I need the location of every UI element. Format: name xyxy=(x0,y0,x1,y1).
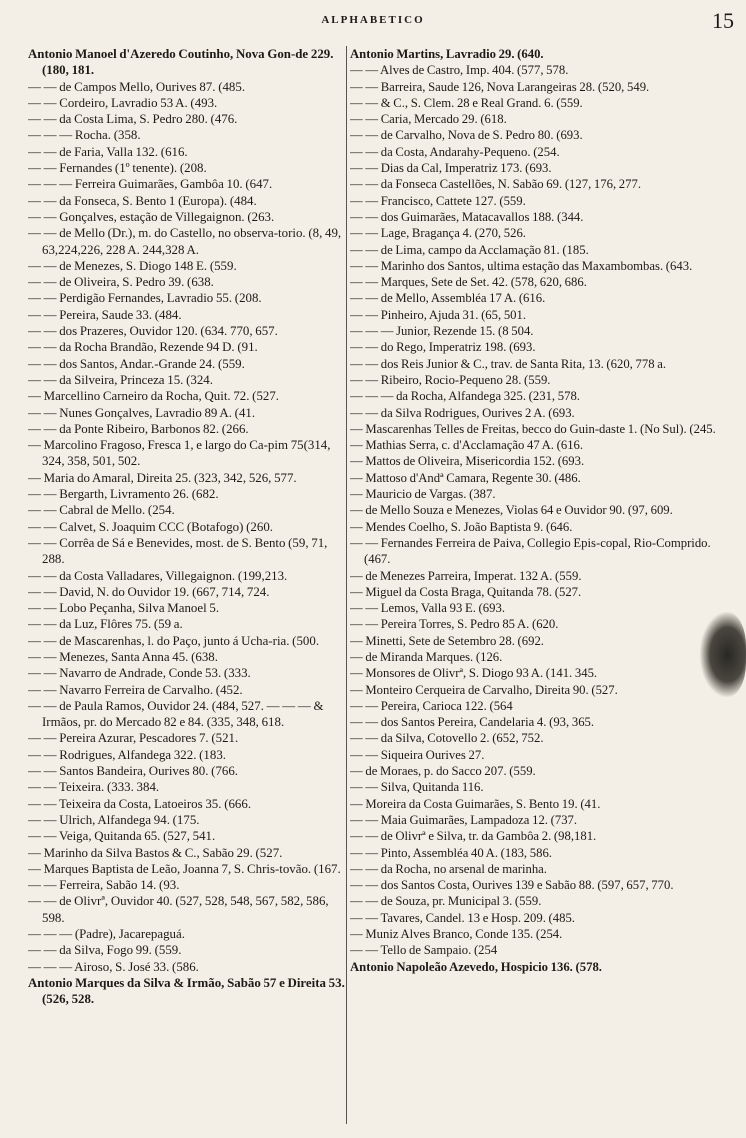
directory-entry: — Maria do Amaral, Direita 25. (323, 342, 526, 577. xyxy=(28,470,297,485)
directory-entry: — — Pereira, Saude 33. (484. xyxy=(28,307,182,322)
directory-entry: — — — Ferreira Guimarães, Gambôa 10. (647. xyxy=(28,177,273,192)
directory-entry: — — da Silva Rodrigues, Ourives 2 A. (693. xyxy=(350,405,575,420)
directory-entry: — — Fernandes Ferreira de Paiva, Collegio Epis-copal, Rio-Comprido. (467. xyxy=(350,535,711,567)
directory-entry: — — de Olivrª e Silva, tr. da Gambôa 2. (98,181. xyxy=(350,829,597,844)
two-column-listing xyxy=(28,46,734,1124)
directory-entry: — Mascarenhas Telles de Freitas, becco do Guin-daste 1. (No Sul). (245. xyxy=(350,421,716,436)
directory-entry: — — Caria, Mercado 29. (618. xyxy=(350,112,507,127)
directory-entry: — — Santos Bandeira, Ourives 80. (766. xyxy=(28,764,239,779)
directory-entry: — — Gonçalves, estação de Villegaignon. (263. xyxy=(28,209,275,224)
directory-entry: — — & C., S. Clem. 28 e Real Grand. 6. (559. xyxy=(350,95,583,110)
directory-entry: — — — Rocha. (358. xyxy=(28,128,141,143)
directory-entry: — — Maia Guimarães, Lampadoza 12. (737. xyxy=(350,812,578,827)
directory-entry: — Mathias Serra, c. d'Acclamação 47 A. (616. xyxy=(350,438,584,453)
directory-entry: — — Lemos, Valla 93 E. (693. xyxy=(350,601,505,616)
directory-entry: — — Cordeiro, Lavradio 53 A. (493. xyxy=(28,95,218,110)
directory-entry: — — Pinto, Assembléa 40 A. (183, 586. xyxy=(350,845,552,860)
directory-entry: — — Teixeira da Costa, Latoeiros 35. (666. xyxy=(28,796,252,811)
directory-entry: — — Lobo Peçanha, Silva Manoel 5. xyxy=(28,601,220,616)
directory-entry: — — de Mello (Dr.), m. do Castello, no observa-torio. (8, 49, 63,224,226, 228 A. 244,328 A. xyxy=(28,226,342,257)
directory-entry: — — de Campos Mello, Ourives 87. (485. xyxy=(28,79,246,94)
directory-entry: — — — Junior, Rezende 15. (8 504. xyxy=(350,324,534,339)
right-column xyxy=(350,46,726,1124)
directory-entry: — Mattoso d'Andª Camara, Regente 30. (486. xyxy=(350,470,581,485)
directory-entry: — — da Fonseca Castellões, N. Sabão 69. (127, 176, 277. xyxy=(350,177,642,192)
directory-entry: Antonio Napoleão Azevedo, Hospicio 136. (578. xyxy=(350,959,602,974)
directory-entry: — — Teixeira. (333. 384. xyxy=(28,780,160,795)
directory-entry: — — Silva, Quitanda 116. xyxy=(350,780,484,795)
column-divider xyxy=(346,46,347,1124)
left-column xyxy=(28,46,346,1124)
directory-entry: — — Ribeiro, Rocio-Pequeno 28. (559. xyxy=(350,372,551,387)
directory-entry: — — Rodrigues, Alfandega 322. (183. xyxy=(28,747,226,762)
directory-entry: — — de Mello, Assembléa 17 A. (616. xyxy=(350,291,546,306)
directory-entry: — — de Souza, pr. Municipal 3. (559. xyxy=(350,894,542,909)
directory-entry: — — da Rocha, no arsenal de marinha. xyxy=(350,861,547,876)
page-number: 15 xyxy=(712,8,734,33)
directory-entry: — — da Silva, Fogo 99. (559. xyxy=(28,943,182,958)
directory-entry: — Mendes Coelho, S. João Baptista 9. (646. xyxy=(350,519,573,534)
directory-entry: — — de Paula Ramos, Ouvidor 24. (484, 527. — — — & Irmãos, pr. do Mercado 82 e 84. (335, 348, 618. xyxy=(28,698,324,730)
directory-entry: — — dos Santos Costa, Ourives 139 e Sabão 88. (597, 657, 770. xyxy=(350,878,674,893)
directory-entry: — — Lage, Bragança 4. (270, 526. xyxy=(350,226,526,241)
directory-entry: — — da Luz, Flôres 75. (59 a. xyxy=(28,617,183,632)
directory-entry: — Minetti, Sete de Setembro 28. (692. xyxy=(350,633,544,648)
directory-entry: — — da Rocha Brandão, Rezende 94 D. (91. xyxy=(28,340,258,355)
directory-entry: — Moreira da Costa Guimarães, S. Bento 19. (41. xyxy=(350,796,601,811)
directory-entry: — de Mello Souza e Menezes, Violas 64 e Ouvidor 90. (97, 609. xyxy=(350,503,673,518)
directory-entry: — Monsores de Olivrª, S. Diogo 93 A. (141. 345. xyxy=(350,666,598,681)
directory-entry: — Marques Baptista de Leão, Joanna 7, S. Chris-tovão. (167. xyxy=(28,861,341,876)
directory-entry: Antonio Martins, Lavradio 29. (640. xyxy=(350,47,544,61)
directory-entry: — — Pereira Azurar, Pescadores 7. (521. xyxy=(28,731,239,746)
directory-entry: — — da Silva, Cotovello 2. (652, 752. xyxy=(350,731,544,746)
directory-entry: — — Alves de Castro, Imp. 404. (577, 578. xyxy=(350,63,569,78)
directory-entry: — — de Lima, campo da Acclamação 81. (185. xyxy=(350,242,589,257)
directory-entry: — — da Ponte Ribeiro, Barbonos 82. (266. xyxy=(28,421,249,436)
directory-entry: — — Ulrich, Alfandega 94. (175. xyxy=(28,812,200,827)
directory-entry: — — — da Rocha, Alfandega 325. (231, 578. xyxy=(350,389,580,404)
directory-entry: — de Miranda Marques. (126. xyxy=(350,649,503,664)
directory-entry: — — da Costa Valladares, Villegaignon. (199,213. xyxy=(28,568,288,583)
directory-entry: — — dos Reis Junior & C., trav. de Santa Rita, 13. (620, 778 a. xyxy=(350,356,667,371)
directory-entry: Antonio Marques da Silva & Irmão, Sabão 57 e Direita 53. (526, 528. xyxy=(28,975,345,1007)
directory-entry: — — Tello de Sampaio. (254 xyxy=(350,943,498,958)
directory-entry: — Marcellino Carneiro da Rocha, Quit. 72. (527. xyxy=(28,389,280,404)
directory-entry: — Mauricio de Vargas. (387. xyxy=(350,487,496,502)
directory-entry: — — Barreira, Saude 126, Nova Larangeiras 28. (520, 549. xyxy=(350,79,650,94)
directory-entry: — — de Faria, Valla 132. (616. xyxy=(28,144,188,159)
directory-entry: — — Veiga, Quitanda 65. (527, 541. xyxy=(28,829,216,844)
directory-entry: — — Siqueira Ourives 27. xyxy=(350,747,485,762)
directory-entry: — — Pereira Torres, S. Pedro 85 A. (620. xyxy=(350,617,559,632)
directory-entry: — — Francisco, Cattete 127. (559. xyxy=(350,193,526,208)
directory-entry: — — Navarro de Andrade, Conde 53. (333. xyxy=(28,666,251,681)
directory-entry: — — de Mascarenhas, l. do Paço, junto á Ucha-ria. (500. xyxy=(28,633,320,648)
running-title: ALPHABETICO xyxy=(321,14,425,26)
directory-entry: — — dos Santos, Andar.-Grande 24. (559. xyxy=(28,356,245,371)
directory-entry: — — dos Prazeres, Ouvidor 120. (634. 770, 657. xyxy=(28,324,278,339)
directory-entry: — — Bergarth, Livramento 26. (682. xyxy=(28,487,219,502)
directory-entry: — — — Airoso, S. José 33. (586. xyxy=(28,959,199,974)
directory-entry: — — — (Padre), Jacarepaguá. xyxy=(28,927,185,942)
directory-entry: — — do Rego, Imperatriz 198. (693. xyxy=(350,340,536,355)
directory-entry: — — Dias da Cal, Imperatriz 173. (693. xyxy=(350,161,552,176)
directory-entry: — — dos Guimarães, Matacavallos 188. (344. xyxy=(350,209,584,224)
directory-entry: — Miguel da Costa Braga, Quitanda 78. (527. xyxy=(350,584,582,599)
directory-entry: — Marinho da Silva Bastos & C., Sabão 29. (527. xyxy=(28,845,283,860)
directory-entry: — — Pinheiro, Ajuda 31. (65, 501. xyxy=(350,307,527,322)
directory-entry: — — Nunes Gonçalves, Lavradio 89 A. (41. xyxy=(28,405,256,420)
directory-entry: — — Fernandes (1º tenente). (208. xyxy=(28,161,207,176)
directory-entry: — — Pereira, Carioca 122. (564 xyxy=(350,698,513,713)
directory-entry: — — Corrêa de Sá e Benevides, most. de S. Bento (59, 71, 288. xyxy=(28,535,328,567)
directory-entry: Antonio Manoel d'Azeredo Coutinho, Nova Gon-de 229. (180, 181. xyxy=(28,47,334,78)
directory-entry: — — da Fonseca, S. Bento 1 (Europa). (484. xyxy=(28,193,257,208)
directory-entry: — — de Olivrª, Ouvidor 40. (527, 528, 548, 567, 582, 586, 598. xyxy=(28,894,329,925)
directory-entry: — — Cabral de Mello. (254. xyxy=(28,503,175,518)
directory-entry: — — Ferreira, Sabão 14. (93. xyxy=(28,878,180,893)
directory-entry: — — Navarro Ferreira de Carvalho. (452. xyxy=(28,682,243,697)
directory-entry: — — Perdigão Fernandes, Lavradio 55. (208. xyxy=(28,291,262,306)
directory-entry: — — de Menezes, S. Diogo 148 E. (559. xyxy=(28,258,237,273)
directory-entry: — Monteiro Cerqueira de Carvalho, Direita 90. (527. xyxy=(350,682,618,697)
directory-entry: — — Marinho dos Santos, ultima estação das Maxambombas. (643. xyxy=(350,258,693,273)
directory-entry: — — Tavares, Candel. 13 e Hosp. 209. (485. xyxy=(350,910,575,925)
directory-entry: — — Menezes, Santa Anna 45. (638. xyxy=(28,649,218,664)
directory-entry: — — Marques, Sete de Set. 42. (578, 620, 686. xyxy=(350,275,587,290)
directory-entry: — — da Silveira, Princeza 15. (324. xyxy=(28,372,213,387)
directory-entry: — de Menezes Parreira, Imperat. 132 A. (559. xyxy=(350,568,582,583)
margin-ink-stain xyxy=(700,612,746,697)
directory-entry: — — dos Santos Pereira, Candelaria 4. (93, 365. xyxy=(350,715,595,730)
directory-entry: — — de Oliveira, S. Pedro 39. (638. xyxy=(28,275,214,290)
directory-entry: — Muniz Alves Branco, Conde 135. (254. xyxy=(350,927,563,942)
page-header xyxy=(0,8,746,38)
directory-entry: — Marcolino Fragoso, Fresca 1, e largo do Ca-pim 75(314, 324, 358, 501, 502. xyxy=(28,438,331,469)
directory-entry: — — da Costa, Andarahy-Pequeno. (254. xyxy=(350,144,560,159)
directory-entry: — — da Costa Lima, S. Pedro 280. (476. xyxy=(28,112,238,127)
directory-entry: — de Moraes, p. do Sacco 207. (559. xyxy=(350,764,536,779)
directory-entry: — — David, N. do Ouvidor 19. (667, 714, 724. xyxy=(28,584,270,599)
directory-entry: — Mattos de Oliveira, Misericordia 152. (693. xyxy=(350,454,585,469)
directory-entry: — — Calvet, S. Joaquim CCC (Botafogo) (260. xyxy=(28,519,273,534)
directory-entry: — — de Carvalho, Nova de S. Pedro 80. (693. xyxy=(350,128,583,143)
